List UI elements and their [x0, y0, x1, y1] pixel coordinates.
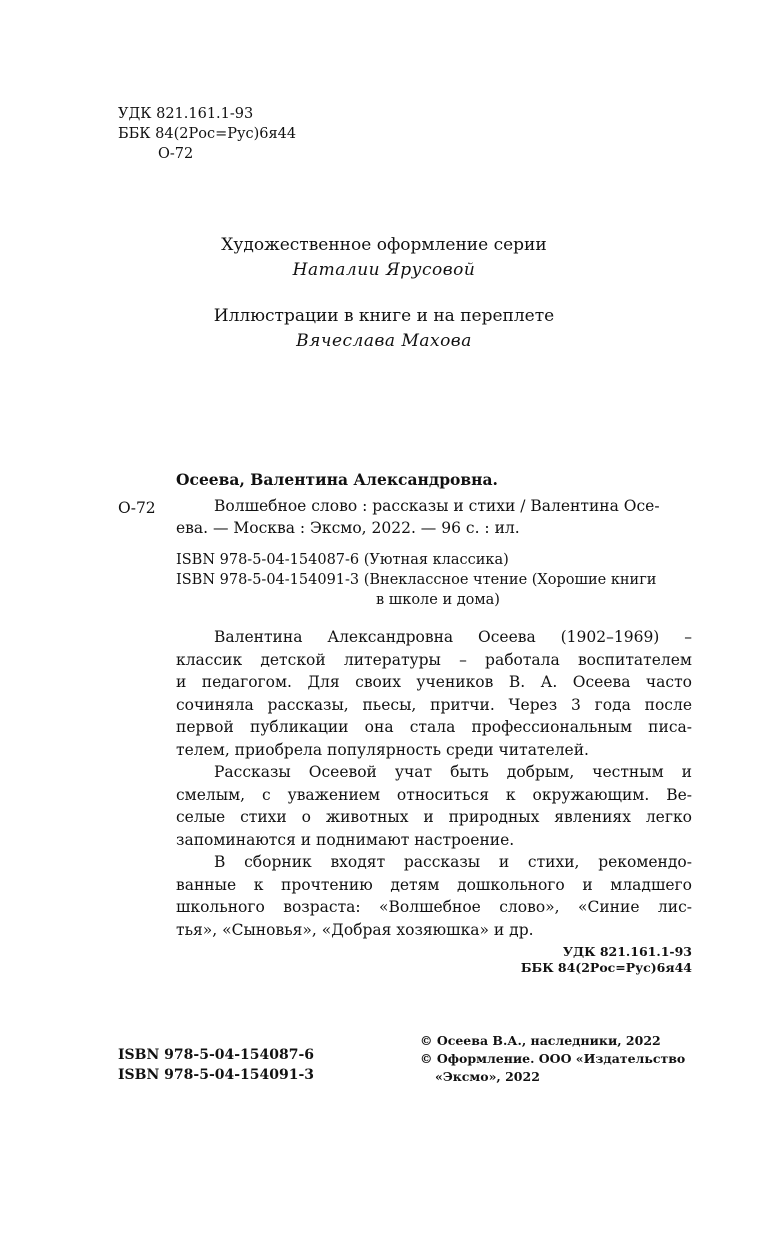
annotation-paragraph-2	[176, 761, 692, 851]
illustrations-label: Иллюстрации в книге и на переплете	[213, 306, 555, 326]
isbn-line: ISBN 978-5-04-154087-6	[118, 1047, 315, 1063]
annotation-line: Рассказы Осеевой учат быть добрым, честным и	[214, 763, 692, 781]
annotation-line: тья», «Сыновья», «Добрая хозяюшка» и др.	[176, 920, 534, 939]
copyright-line: © Осеева В.А., наследники, 2022	[420, 1033, 661, 1048]
annotation-line: и педагогом. Для своих учеников В. А. Осеева часто	[176, 673, 692, 691]
annotation-line: селые стихи о животных и природных явлениях легко	[176, 808, 692, 826]
illustrations-name: Вячеслава Махова	[296, 331, 472, 351]
annotation-paragraph-3	[176, 851, 692, 941]
bibliography-author: Осеева, Валентина Александровна.	[176, 470, 498, 489]
isbn-line: ISBN 978-5-04-154091-3	[118, 1067, 315, 1083]
annotation-line: классик детской литературы – работала воспитателем	[176, 650, 692, 669]
annotation-line: сочиняла рассказы, пьесы, притчи. Через 3 года после	[176, 695, 692, 714]
bibliography-isbns	[176, 550, 692, 610]
series-design-label: Художественное оформление серии	[221, 235, 547, 255]
annotation-line: В сборник входят рассказы и стихи, рекомендо-	[214, 853, 692, 871]
copyright-line: © Оформление. ООО «Издательство	[420, 1051, 686, 1066]
title-line: ева. — Москва : Эксмо, 2022. — 96 с. : ил.	[176, 519, 520, 537]
bibliography-author-sign: О-72	[118, 499, 156, 517]
bbk-code: ББК 84(2Рос=Рус)6я44	[118, 126, 297, 142]
annotation-paragraph-1	[176, 626, 692, 761]
illustrations-credit	[0, 304, 768, 354]
udk-code: УДК 821.161.1-93	[562, 944, 692, 959]
annotation-line: Валентина Александровна Осеева (1902–1969) –	[214, 628, 692, 646]
classification-codes-top	[118, 104, 296, 164]
annotation-line: запоминаются и поднимают настроение.	[176, 830, 515, 849]
annotation-line: телем, приобрела популярность среди читателей.	[176, 740, 589, 759]
title-line: Волшебное слово : рассказы и стихи / Валентина Осе-	[214, 497, 660, 515]
annotation-line: школьного возраста: «Волшебное слово», «Синие лис-	[176, 898, 692, 916]
isbn-block	[118, 1045, 314, 1085]
bibliography-title	[176, 495, 692, 539]
author-sign: О-72	[158, 146, 194, 162]
classification-codes-right	[480, 944, 692, 976]
series-design-name: Наталии Ярусовой	[292, 260, 476, 280]
copyright-line: «Эксмо», 2022	[435, 1069, 540, 1084]
annotation-line: первой публикации она стала профессиональным писа-	[176, 718, 692, 736]
series-design-credit	[0, 233, 768, 283]
udk-code: УДК 821.161.1-93	[118, 106, 254, 122]
annotation-line: смелым, с уважением относиться к окружающим. Ве-	[176, 785, 692, 804]
copyright-block	[420, 1032, 685, 1086]
annotation	[176, 626, 692, 941]
annotation-line: ванные к прочтению детям дошкольного и младшего	[176, 875, 692, 894]
isbn-line: ISBN 978-5-04-154091-3 (Внеклассное чтение (Хорошие книги	[176, 572, 657, 588]
isbn-line-continuation: в школе и дома)	[376, 592, 500, 608]
bbk-code: ББК 84(2Рос=Рус)6я44	[520, 960, 692, 975]
isbn-line: ISBN 978-5-04-154087-6 (Уютная классика)	[176, 552, 509, 568]
